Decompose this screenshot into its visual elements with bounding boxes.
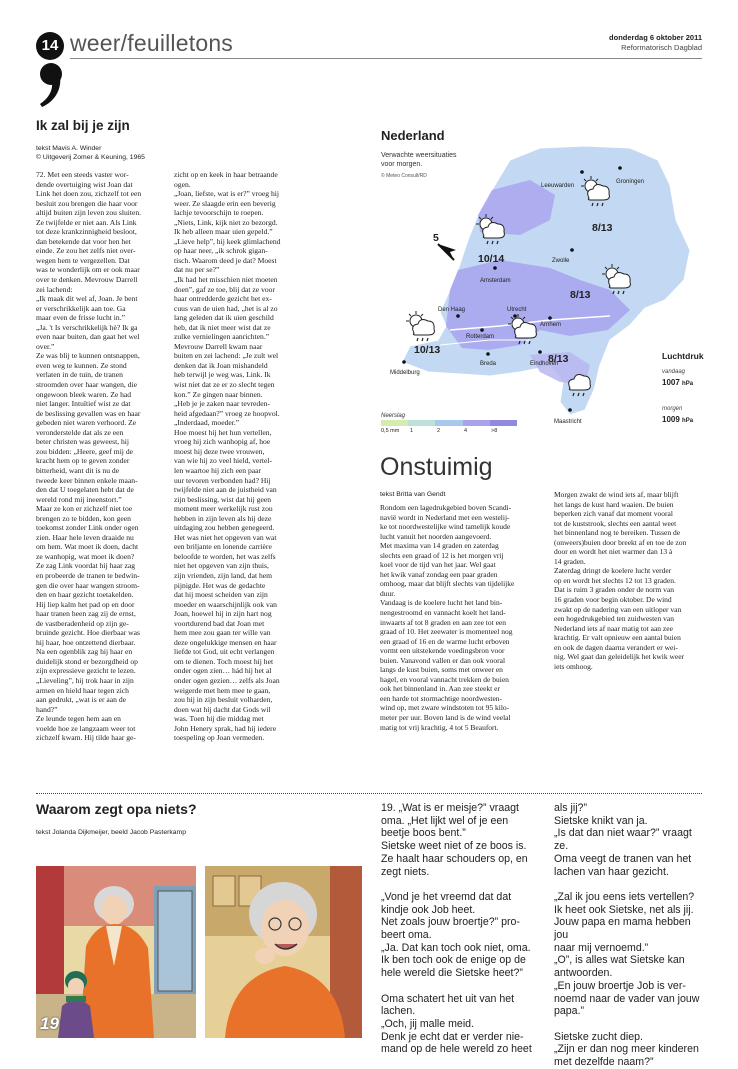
legend-label: >8 (491, 428, 498, 434)
legend-swatch (463, 420, 490, 426)
temperature: 10/14 (478, 253, 505, 265)
city-label: Groningen (616, 179, 645, 185)
city-label: Rotterdam (466, 334, 495, 340)
comic-text-column-2: als jij?” Sietske knikt van ja. „Is dat dan niet waar?” vraagt ze. Oma veegt de tranen van het lachen van haar gezicht. „Zal ik jou eens iets vertellen? Ik heet ook Sietske, net als jij. Jouw papa en mama hebben jou naar mij vernoemd.” „O”, is alles wat Sietske kan antwoorden. „En jouw broertje Job is ver- noemd naar de vader van jouw papa.” Sietske zucht diep. „Zijn er dan nog meer kinderen met dezelfde naam?” (554, 802, 700, 1069)
comic-text-column-1: 19. „Wat is er meisje?” vraagt oma. „Het lijkt wel of je een beetje boos bent.” Sietske weet niet of ze boos is. Ze haalt haar schouders op, en zegt niets. „Vond je het vreemd dat dat kindje ook Job heet. Net zoals jouw broertje?” pro- beert oma. „Ja. Dat kan toch ook niet, oma. Ik ben toch ook de enige op de hele wereld die Sietske heet?” Oma schatert het uit van het lachen. „Och, jij malle meid. Denk je echt dat er verder nie- mand op de hele wereld zo heet (381, 802, 532, 1056)
legend-label: 0,5 mm (381, 428, 400, 434)
legend-title: Neerslag (381, 413, 406, 419)
comic-panel-number: 19 (40, 1014, 59, 1033)
city-label: Zwolle (552, 258, 570, 264)
temperature: 10/13 (414, 344, 441, 356)
header-rule (70, 58, 702, 59)
section-divider (36, 793, 702, 794)
pressure-today-number: 1007 (662, 378, 680, 387)
comic-credit: tekst Jolanda Dijkmeijer, beeld Jacob Pasterkamp (36, 829, 186, 836)
city-label: Eindhoven (530, 361, 559, 367)
legend-swatch (408, 420, 435, 426)
section-title: weer/feuilletons (70, 30, 234, 56)
comic-panel-1 (36, 866, 196, 1038)
weather-map-subtitle: Verwachte weersituaties voor morgen. (381, 152, 457, 168)
city-label: Maastricht (554, 419, 582, 425)
city-label: Utrecht (507, 307, 527, 313)
pressure-unit: hPa (682, 381, 694, 387)
pressure-unit: hPa (682, 418, 694, 424)
legend-label: 1 (410, 428, 414, 434)
weather-map (380, 140, 702, 452)
pressure-title: Luchtdruk (662, 351, 704, 361)
header-date: donderdag 6 oktober 2011 (609, 33, 702, 42)
feuilleton-credit: tekst Mavis A. Winder (36, 145, 102, 152)
pressure-today-label: vandaag (662, 369, 686, 375)
wind-speed: 5 (433, 232, 439, 244)
comma-logo-icon (36, 62, 66, 108)
city-label: Amsterdam (480, 278, 511, 284)
newspaper-name: Reformatorisch Dagblad (621, 43, 702, 52)
feuilleton-title: Ik zal bij je zijn (36, 118, 130, 133)
weather-sun-cloud-rain-icon (406, 311, 434, 341)
legend-swatch (381, 420, 408, 426)
temperature: 8/13 (570, 289, 591, 301)
city-label: Den Haag (438, 307, 466, 313)
legend-label: 4 (464, 428, 468, 434)
city-label: Breda (480, 361, 497, 367)
feuilleton-column-2: zicht op en keek in haar betraande ogen. „Joan, liefste, wat is er?” vroeg hij weer. Ze slaagde erin een beverig lachje tevoorschijn te roepen. „Niets, Link, kijk niet zo bezorgd. Ik heb alleen maar uien gepeld.” „Lieve help”, hij keek glimlachend op haar neer, „ik schrok gigan- tisch. Waarom deed je dat? Moest dat nu per se?” „Ik had het misschien niet moeten doen”, gaf ze toe, blij dat ze voor haar ontredderde gezicht het ex- cuus van de uien had, „het is al zo lang geleden dat ik uien geschild heb, dat ik niet meer wist dat ze zulke vernielingen aanrichten.” Mevrouw Darrell kwam naar buiten en zei lachend: „Je zult wel denken dat ik Joan mishandeld heb terwijl je weg was, Link. Ik wist niet dat ze er zo slecht tegen kon.” Ze gingen naar binnen. „Heb je je zaken naar tevreden- heid afgedaan?” vroeg ze hoopvol. „Inderdaad, moeder.” Hoe moest hij het hun vertellen, vroeg hij zich wanhopig af, hoe moest hij deze twee vrouwen, van wie hij zo veel hield, vertel- len waartoe hij zich een paar uur tevoren verbonden had? Hij twijfelde niet aan de juistheid van zijn beslissing, wist dat hij geen moment meer werkelijk rust zou hebben in zijn leven als hij deze uitdaging zou hebben genegeerd. Het was niet het opgeven van wat een briljante en lonende carrière beloofde te worden, het was zelfs niet het opgeven van zijn thuis, zijn vrienden, zijn land, dat hem pijnigde. Het was de gedachte dat hij moest scheiden van zijn moeder en waarschijnlijk ook van Joan, hoewel hij in zijn hart nog voortdurend bad dat Joan met hem mee zou gaan ter wille van deze ongelukkige mensen en haar liefde tot God, uit echt verlangen om te dienen. Toch moest hij het onder ogen zien… hád hij het al onder ogen gezien… zelfs als Joan weigerde met hem mee te gaan, zou hij in zijn besluit volharden, doen wat hij dacht dat Gods wil was. Toen hij die middag met John Henery sprak, had hij iedere toespeling op Joan vermeden. (174, 170, 281, 743)
pressure-tomorrow-label: morgen (662, 406, 683, 412)
weather-article-column-2: Morgen zwakt de wind iets af, maar blijft het langs de kust hard waaien. De buien beperken zich vanaf dat moment vooral tot de kuststrook, slechts een aantal weet het binnenland nog te bereiken. Tussen de (onweers)buien door breekt af en toe de zon door en wordt het niet warmer dan 13 à 14 graden. Zaterdag dringt de koelere lucht verder op en wordt het slechts 12 tot 13 graden. Dat is ruim 3 graden onder de norm van 16 graden voor begin oktober. De wind zwakt op de nadering van een uitloper van een hogedrukgebied ten zuidwesten van Nederland iets af naar matig tot aan zee krachtig. Er valt opnieuw een aantal buien en ook de dagen daarna verandert er wei- nig. Wel gaat dan geleidelijk het kwik weer iets omhoog. (554, 490, 687, 671)
precipitation-legend (381, 420, 517, 426)
weather-map-source: © Meteo Consult/RD (381, 173, 427, 179)
page-number: 14 (41, 37, 59, 54)
feuilleton-copyright: © Uitgeverij Zomer & Keuning, 1965 (36, 154, 145, 161)
city-label: Arnhem (540, 322, 562, 328)
pressure-tomorrow-value (662, 415, 693, 424)
weather-map-title: Nederland (381, 128, 445, 143)
city-label: Middelburg (390, 370, 420, 376)
weather-article-credit: tekst Britta van Gendt (380, 491, 446, 498)
city-label: Leeuwarden (541, 183, 575, 189)
pressure-tomorrow-number: 1009 (662, 415, 680, 424)
weather-article-column-1: Rondom een lagedrukgebied boven Scandi- navië wordt in Nederland met een westelij- ke tot noordwestelijke wind tamelijk koude lucht vanuit het noorden aangevoerd. Met maxima van 14 graden en zaterdag slechts een graad of 12 is het morgen vrij koel voor de tijd van het jaar. Wel gaat het kwik vanaf zondag een paar graden omhoog, maar dat blijft slechts van tijdelijke duur. Vandaag is de koelere lucht het land bin- nengestroomd en vannacht koelt het land- inwaarts af tot 8 graden en aan zee tot een graad of 10. Het zeewater is momenteel nog een graad of 16 en de warme lucht erboven vormt een uitstekende voedingsbron voor buien. Vanavond vallen er dan ook vooral langs de kust buien, soms met onweer en hagel, en vooral vannacht trekken de buien ook het binnenland in. Aan zee steekt er een harde tot stormachtige noordwesten- wind op, met zware windstoten tot 95 kilo- meter per uur. Boven land is de wind veelal matig tot vrij krachtig, 4 tot 5 Beaufort. (380, 503, 515, 732)
comic-title: Waarom zegt opa niets? (36, 801, 197, 817)
temperature: 8/13 (548, 353, 569, 365)
legend-swatch (435, 420, 462, 426)
legend-label: 2 (437, 428, 441, 434)
pressure-today-value (662, 378, 693, 387)
feuilleton-column-1: 72. Met een steeds vaster wor- dende overtuiging wist Joan dat Link het doen zou, zichzelf tot een besluit zou brengen die haar voor altijd buiten zijn leven zou sluiten. Ze twijfelde er niet aan. Als Link tot deze krankzinnigheid besloot, dan betekende dat voor hen het einde. Ze zou het zelfs niet over- wegen hem te vergezellen. Dat was te wonderlijk om er ook maar over te denken. Mevrouw Darrell zei lachend: „Ik maak dit wel af, Joan. Je bent er verschrikkelijk aan toe. Ga maar even de frisse lucht in.” „Ja. 't Is verschrikkelijk hè? Ik ga even naar buiten, dan gaat het wel over.” Ze was blij te kunnen ontsnappen, even weg te kunnen. Ze stond verlaten in de tuin, de tranen stroomden over haar wangen, die ongewoon bleek waren. Ze had niet langer. Intuïtief wist ze dat de beslissing gevallen was en haar gebeden niet waren verhoord. Ze veronderstelde dat als ze een beter christen was geweest, hij zou bidden: „Heere, geef mij de kracht hem op te geven zonder bitterheid, want dit is nu de tweede keer binnen enkele maan- den dat U toegelaten hebt dat de wereld rond mij ineenstort.” Maar ze kon er zichzelf niet toe brengen zo te bidden, kon geen toekomst zonder Link onder ogen zien. Haar hele leven draaide nu om hem. Wat moet ik doen, dacht ze wanhopig, wat moet ik doen? Ze zag Link voordat hij haar zag en probeerde de tranen te bedwin- gen die over haar wangen stroom- den en haar gezicht toetakelden. Hij liep kalm het pad op en door haar tranen heen zag zij de ernst, de vastberadenheid op zijn ge- bruinde gezicht. Hoe dierbaar was hij haar, hoe ontzettend dierbaar. Na een ogenblik zag hij haar en duidelijk stond er bezorgdheid op zijn expressieve gezicht te lezen. „Lieveling”, hij trok haar in zijn armen en hield haar tegen zich aan gedrukt, „wat is er aan de hand?” Ze leunde tegen hem aan en voelde hoe ze langzaam weer tot zichzelf kwam. Hij tilde haar ge- (36, 170, 142, 743)
comic-panel-2 (205, 866, 362, 1038)
temperature: 8/13 (592, 222, 613, 234)
weather-article-title: Onstuimig (380, 453, 493, 481)
legend-swatch (490, 420, 517, 426)
